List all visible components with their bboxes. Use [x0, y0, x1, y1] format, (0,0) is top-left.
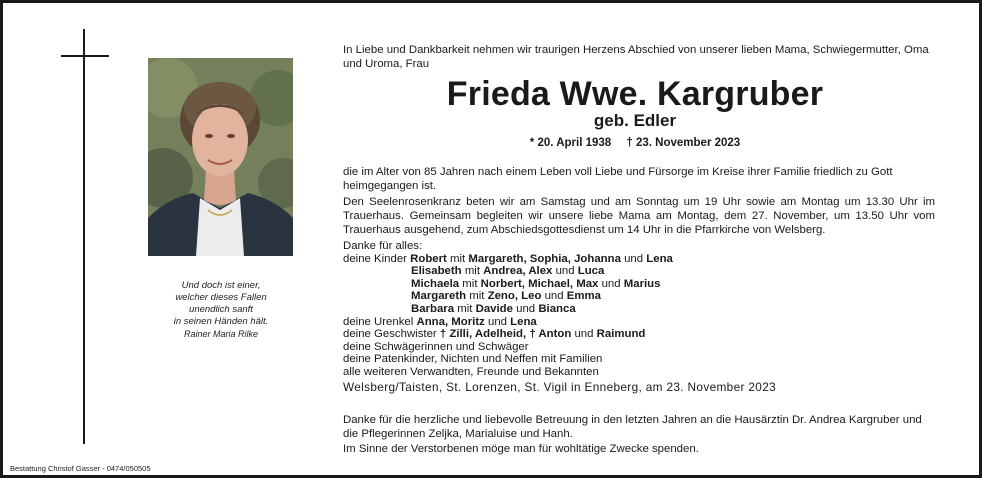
cross-vertical-bar	[83, 29, 85, 444]
sibling-last: Raimund	[596, 328, 646, 341]
quote-line: Und doch ist einer,	[181, 280, 261, 291]
grandchildren-names: Davide	[475, 302, 513, 315]
quote-line: unendlich sanft	[189, 304, 253, 315]
others-line: alle weiteren Verwandten, Freunde und Bekannten	[343, 365, 599, 378]
great-grandchildren-names: Anna, Moritz	[416, 315, 485, 328]
godchildren-line: deine Patenkinder, Nichten und Neffen mit Familien	[343, 353, 603, 366]
connector-with: mit	[457, 302, 473, 315]
death-date: † 23. November 2023	[626, 137, 741, 149]
siblings-prefix: deine Geschwister	[343, 328, 437, 341]
family-line	[343, 253, 935, 266]
grandchild-last: Marius	[623, 277, 661, 290]
connector-and: und	[555, 265, 575, 278]
deceased-name: Frieda Wwe. Kargruber	[446, 75, 824, 113]
thanks-section	[343, 240, 935, 379]
grandchild-last: Lena	[646, 252, 673, 265]
connector-with: mit	[469, 290, 485, 303]
quote-line: in seinen Händen hält.	[173, 316, 269, 327]
great-grandchildren-line	[343, 316, 935, 329]
connector-and: und	[624, 252, 644, 265]
cross-horizontal-bar	[61, 55, 109, 57]
great-grandchildren-prefix: deine Urenkel	[343, 315, 414, 328]
connector-with: mit	[464, 265, 480, 278]
connector-and: und	[516, 302, 536, 315]
grandchildren-names: Andrea, Alex	[483, 265, 553, 278]
donation-text: Im Sinne der Verstorbenen möge man für wohltätige Zwecke spenden.	[343, 443, 699, 455]
child-name: Barbara	[411, 302, 455, 315]
grandchildren-names: Margareth, Sophia, Johanna	[468, 252, 621, 265]
funeral-home-credit: Bestattung Christof Gasser - 0474/050505	[10, 464, 151, 473]
siblings-line	[343, 328, 935, 341]
siblings-names: † Zilli, Adelheid, † Anton	[439, 328, 572, 341]
intro-text: In Liebe und Dankbarkeit nehmen wir traurigen Herzens Abschied von unserer lieben Mama, Schwiegermutter, Oma und Uroma, Frau	[343, 44, 929, 70]
connector-and: und	[487, 315, 507, 328]
quote-line: welcher dieses Fallen	[175, 292, 267, 303]
age-text: die im Alter von 85 Jahren nach einem Leben voll Liebe und Fürsorge im Kreise ihrer Familie friedlich zu Gott heimgegangen ist.	[343, 166, 893, 192]
child-name: Robert	[410, 252, 447, 265]
grandchildren-names: Norbert, Michael, Max	[480, 277, 599, 290]
portrait-photo	[148, 58, 293, 256]
life-dates	[343, 136, 927, 150]
grandchildren-names: Zeno, Leo	[487, 290, 542, 303]
connector-with: mit	[462, 277, 478, 290]
child-name: Elisabeth	[411, 265, 462, 278]
quote-author: Rainer Maria Rilke	[183, 329, 259, 339]
children-prefix: deine Kinder	[343, 252, 407, 265]
family-line	[343, 278, 935, 291]
care-thanks-text: Danke für die herzliche und liebevolle Betreuung in den letzten Jahren an die Hausärztin Dr. Andrea Kargruber und die Pflegerinnen Zeljka, Marialuise und Hanh.	[343, 414, 922, 440]
quote	[133, 280, 309, 340]
place-date: Welsberg/Taisten, St. Lorenzen, St. Vigil in Enneberg, am 23. November 2023	[343, 380, 777, 394]
portrait-illustration	[148, 58, 293, 256]
maiden-name: geb. Edler	[593, 111, 677, 130]
child-name: Michaela	[411, 277, 460, 290]
great-grandchild-last: Lena	[510, 315, 537, 328]
child-name: Margareth	[411, 290, 467, 303]
family-line	[343, 265, 935, 278]
thanks-heading: Danke für alles:	[343, 240, 423, 252]
connector-with: mit	[450, 252, 466, 265]
rosary-text: Den Seelenrosenkranz beten wir am Samstag und am Sonntag um 19 Uhr sowie am Montag um 13.30 Uhr im Trauerhaus. Gemeinsam begleiten wir unsere liebe Mama am Montag, dem 27. November, um 13.50 Uhr vom Trauerhaus ausgehend, zum Abschiedsgottesdienst um 14 Uhr in die Pfarrkirche von Welsberg.	[343, 196, 935, 236]
grandchild-last: Luca	[577, 265, 605, 278]
connector-and: und	[544, 290, 564, 303]
grandchild-last: Bianca	[538, 302, 576, 315]
birth-date: * 20. April 1938	[529, 137, 612, 149]
grandchild-last: Emma	[566, 290, 601, 303]
connector-and: und	[574, 328, 594, 341]
connector-and: und	[601, 277, 621, 290]
family-line	[343, 303, 935, 316]
in-laws-line: deine Schwägerinnen und Schwäger	[343, 340, 529, 353]
family-line	[343, 290, 935, 303]
